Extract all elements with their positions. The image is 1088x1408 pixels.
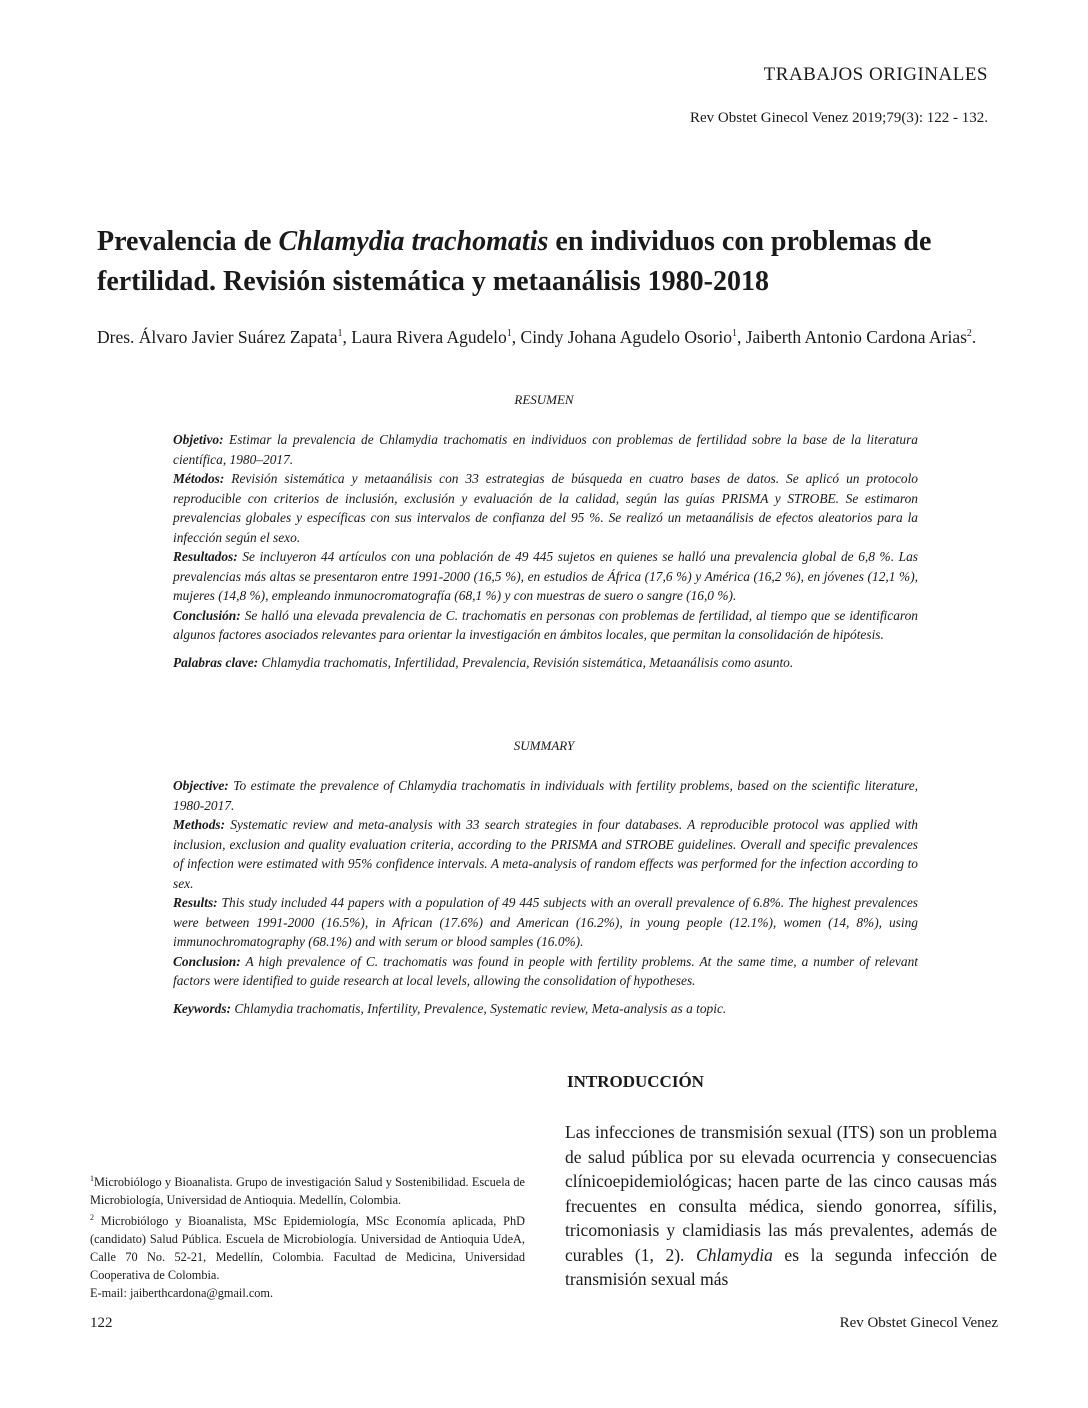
summary-keywords-label: Keywords: xyxy=(173,1000,232,1016)
resumen-resultados-label: Resultados: xyxy=(173,549,238,564)
summary-body xyxy=(173,776,918,1018)
resumen-conclusion xyxy=(173,606,918,645)
footnotes xyxy=(90,1170,525,1302)
author-1-affil: 1 xyxy=(337,328,343,339)
author-1: Álvaro Javier Suárez Zapata xyxy=(138,326,338,347)
footnote-1-text: Microbiólogo y Bioanalista. Grupo de investigación Salud y Sostenibilidad. Escuela de Microbiología, Universidad de Antioquia. Medellín, Colombia. xyxy=(90,1175,525,1208)
resumen-objetivo-label: Objetivo: xyxy=(173,432,224,447)
resumen-conclusion-text: Se halló una elevada prevalencia de C. trachomatis en personas con problemas de fertilidad, al tiempo que se identificaron algunos factores asociados relevantes para orientar la investigación en ámbitos locales, que permitan la consolidación de hipótesis. xyxy=(173,607,918,642)
summary-objective xyxy=(173,776,918,815)
resumen-objetivo-text: Estimar la prevalencia de Chlamydia trachomatis en individuos con problemas de fertilidad sobre la base de la literatura científica, 1980–2017. xyxy=(173,432,918,467)
journal-citation: Rev Obstet Ginecol Venez 2019;79(3): 122 - 132. xyxy=(689,110,988,126)
summary-methods-text: Systematic review and meta-analysis with 33 search strategies in four databases. A reproducible protocol was applied with inclusion, exclusion and quality evaluation criteria, according to the PRISMA and STROBE guidelines. Overall and specific prevalences of infection were estimated with 95% confidence intervals. A meta-analysis of random effects was performed for the infection according to sex. xyxy=(173,817,918,891)
footnote-2-text: Microbiólogo y Bioanalista, MSc Epidemiología, MSc Economía aplicada, PhD (candidato) Salud Pública. Escuela de Microbiología. Universidad de Antioquia UdeA, Calle 70 No. 52-21, Medellín, Colombia. Facultad de Medicina, Universidad Cooperativa de Colombia. xyxy=(90,1214,525,1283)
summary-keywords-text: Chlamydia trachomatis, Infertility, Prevalence, Systematic review, Meta-analysis as a topic. xyxy=(231,1000,727,1016)
resumen-keywords xyxy=(173,653,918,673)
author-4-affil: 2 xyxy=(966,328,972,339)
author-3-affil: 1 xyxy=(732,328,737,339)
resumen-resultados xyxy=(173,547,918,606)
summary-conclusion-label: Conclusion: xyxy=(173,953,241,969)
intro-text-1: Las infecciones de transmisión sexual (ITS) son un problema de salud pública por su elevada ocurrencia y consecuencias clínicoepidemiológicas; hacen parte de las cinco causas más frecuentes en consulta médica, siendo gonorrea, sífilis, tricomoniasis y clamidiasis las más prevalentes, además de curables (1, 2). xyxy=(565,1122,997,1265)
resumen-heading: RESUMEN xyxy=(514,392,574,407)
resumen-resultados-text: Se incluyeron 44 artículos con una población de 49 445 sujetos en quienes se halló una prevalencia global de 6,8 %. Las prevalencias más altas se presentaron entre 1991-2000 (16,5 %), en estudios de África (17,6 %) y América (16,2 %), en jóvenes (12,1 %), mujeres (14,8 %), empleando inmunocromatografía (68,1 %) y con muestras de suero o sangre (16,0 %). xyxy=(173,549,918,603)
summary-results-text: This study included 44 papers with a population of 49 445 subjects with an overall prevalence of 6.8%. The highest prevalences were between 1991-2000 (16.5%), in African (17.6%) and American (16.2%), in young people (12.1%), women (14, 8%), using immunochromatography (68.1%) and with serum or blood samples (16.0%). xyxy=(173,895,918,949)
footnote-email: E-mail: jaiberthcardona@gmail.com. xyxy=(90,1286,274,1301)
summary-conclusion xyxy=(173,952,918,991)
article-title xyxy=(97,222,997,302)
title-part-2: en individuos con problemas de fertilidad. Revisión sistemática y metaanálisis 1980-2018 xyxy=(97,226,932,297)
summary-methods-label: Methods: xyxy=(173,817,226,832)
author-3: , Cindy Johana Agudelo Osorio xyxy=(511,326,732,347)
running-footer: Rev Obstet Ginecol Venez xyxy=(839,1315,998,1331)
section-label: TRABAJOS ORIGINALES xyxy=(763,64,988,85)
summary-methods xyxy=(173,815,918,893)
summary-conclusion-text: A high prevalence of C. trachomatis was found in people with fertility problems. At the same time, a number of relevant factors were identified to guide research at local levels, allowing the consolidation of hypotheses. xyxy=(173,953,918,988)
summary-heading: SUMMARY xyxy=(513,738,575,753)
author-2: , Laura Rivera Agudelo xyxy=(342,326,507,347)
resumen-metodos xyxy=(173,469,918,547)
author-list xyxy=(97,321,997,350)
footnote-1 xyxy=(90,1170,525,1209)
author-2-affil: 1 xyxy=(506,328,512,339)
summary-objective-label: Objective: xyxy=(173,778,229,793)
intro-text-2: es la segunda infección de transmisión sexual más xyxy=(565,1244,997,1289)
summary-results xyxy=(173,893,918,952)
title-part-1: Prevalencia de xyxy=(97,226,279,257)
title-species: Chlamydia trachomatis xyxy=(278,226,549,257)
summary-keywords xyxy=(173,999,918,1019)
resumen-metodos-label: Métodos: xyxy=(173,471,225,486)
summary-results-label: Results: xyxy=(173,895,218,910)
footnote-2-marker: 2 xyxy=(90,1213,94,1223)
page-number: 122 xyxy=(90,1315,113,1331)
authors-prefix: Dres. xyxy=(97,326,139,347)
resumen-objetivo xyxy=(173,430,918,469)
authors-end: . xyxy=(971,326,977,347)
intro-heading: INTRODUCCIÓN xyxy=(567,1072,704,1091)
footnote-2 xyxy=(90,1209,525,1284)
author-4: , Jaiberth Antonio Cardona Arias xyxy=(737,326,967,347)
resumen-body xyxy=(173,430,918,672)
resumen-metodos-text: Revisión sistemática y metaanálisis con 33 estrategias de búsqueda en cuatro bases de datos. Se aplicó un protocolo reproducible con criterios de inclusión, exclusión y evaluación de la calidad, según las guías PRISMA y STROBE. Se estimaron prevalencias globales y específicas con sus intervalos de confianza del 95 %. Se realizó un metaanálisis de efectos aleatorios para la infección según el sexo. xyxy=(173,471,918,545)
intro-paragraph xyxy=(565,1120,997,1292)
resumen-conclusion-label: Conclusión: xyxy=(173,607,241,623)
footnote-1-marker: 1 xyxy=(90,1174,94,1183)
resumen-keywords-text: Chlamydia trachomatis, Infertilidad, Prevalencia, Revisión sistemática, Metaanálisis como asunto. xyxy=(258,654,794,670)
intro-italic: Chlamydia xyxy=(696,1244,773,1265)
resumen-keywords-label: Palabras clave: xyxy=(173,654,259,670)
summary-objective-text: To estimate the prevalence of Chlamydia trachomatis in individuals with fertility problems, based on the scientific literature, 1980-2017. xyxy=(173,778,918,813)
